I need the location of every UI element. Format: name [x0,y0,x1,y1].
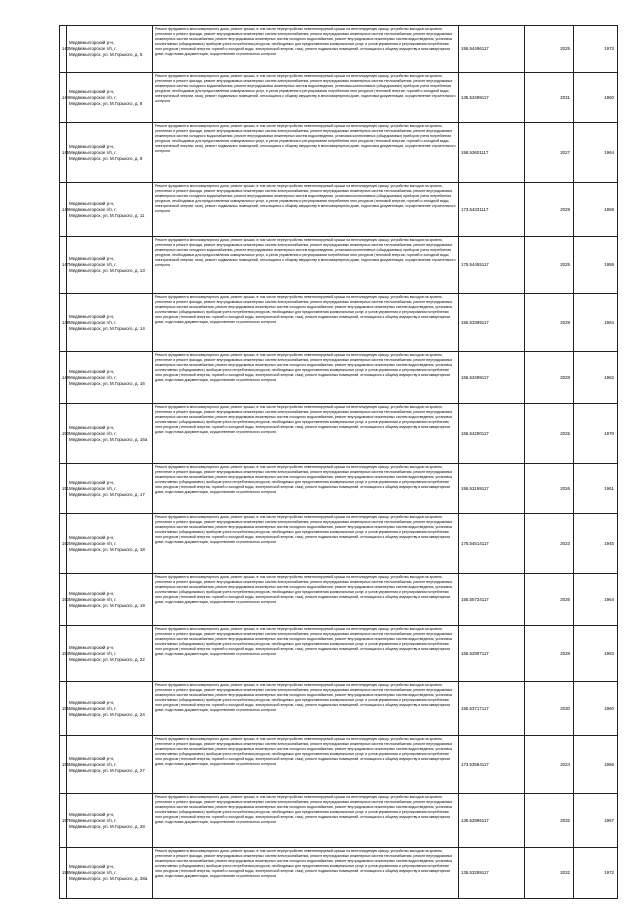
address-cell: Медвежьегорский р-н, Медвежьегорское г/п, г. Медвежьегорск, ул. М.Горького, д. 14 [67,294,153,352]
works-description-cell: Ремонт фундамента многоквартирного дома, ремонт крыши, в том числе переустройство невентилируемой крыши на вентилируемую крышу, устройство выходов на кровлю, утепление и ремонт фасада, ремонт внутридомовых инженерных систем электроснабжения, ремонт внутридомовых инженерных систем теплоснабжения, ремонт внутридомовых инженерных систем газоснабжения, ремонт внутридомовых инженерных систем холодного водоснабжения, ремонт внутридомовых инженерных систем водоотведения, установка коллективных (общедомовых) приборов учета потребления ресурсов, необходимых для предоставления коммунальных услуг, и узлов управления и регулирования потребления этих ресурсов (тепловой энергии, горячей и холодной воды, электрической энергии, газа), ремонт подвальных помещений, относящихся к общему имуществу в многоквартирном доме, подготовка документации, осуществление строительного контроля [153,294,459,352]
construction-year-cell: 1956 [574,736,618,794]
cost-cell: 155.52997117 [459,626,525,682]
works-description-cell: Ремонт фундамента многоквартирного дома, ремонт крыши, в том числе переустройство невентилируемой крыши на вентилируемую крышу, устройство выходов на кровлю, утепление и ремонт фасада, ремонт внутридомовых инженерных систем электроснабжения, ремонт внутридомовых инженерных систем теплоснабжения, ремонт внутридомовых инженерных систем холодного водоснабжения, ремонт внутридомовых инженерных систем водоотведения, установка коллективных (общедомовых) приборов учета потребления ресурсов, необходимых для предоставления коммунальных услуг, и узлов управления и регулирования потребления этих ресурсов (тепловой энергии, горячей и холодной воды, электрической энергии, газа), ремонт подвальных помещений, относящихся к общему имуществу в многоквартирном доме, подготовка документации, осуществление строительного контроля [153,183,459,237]
row-number-cell: 145 [60,123,67,183]
works-description-cell: Ремонт фундамента многоквартирного дома, ремонт крыши, в том числе переустройство невентилируемой крыши на вентилируемую крышу, устройство выходов на кровлю, утепление и ремонт фасада, ремонт внутридомовых инженерных систем электроснабжения, ремонт внутридомовых инженерных систем теплоснабжения, ремонт внутридомовых инженерных систем газоснабжения, ремонт внутридомовых инженерных систем холодного водоснабжения, ремонт внутридомовых инженерных систем водоотведения, установка коллективных (общедомовых) приборов учета потребления ресурсов, необходимых для предоставления коммунальных услуг, и узлов управления и регулирования потребления этих ресурсов (тепловой энергии, горячей и холодной воды, электрической энергии, газа), ремонт подвальных помещений, относящихся к общему имуществу в многоквартирном доме, подготовка документации, осуществление строительного контроля [153,794,459,848]
table-row [60,123,618,183]
repair-year-cell: 2025 [525,404,574,464]
works-description-cell: Ремонт фундамента многоквартирного дома, ремонт крыши, в том числе переустройство невентилируемой крыши на вентилируемую крышу, устройство выходов на кровлю, утепление и ремонт фасада, ремонт внутридомовых инженерных систем электроснабжения, ремонт внутридомовых инженерных систем теплоснабжения, ремонт внутридомовых инженерных систем газоснабжения, ремонт внутридомовых инженерных систем холодного водоснабжения, ремонт внутридомовых инженерных систем водоотведения, установка коллективных (общедомовых) приборов учета потребления ресурсов, необходимых для предоставления коммунальных услуг, и узлов управления и регулирования потребления этих ресурсов (тепловой энергии, горячей и холодной воды, электрической энергии, газа), ремонт подвальных помещений, относящихся к общему имуществу в многоквартирном доме, подготовка документации, осуществление строительного контроля [153,848,459,899]
cost-cell: 173.54331117 [459,183,525,237]
capital-repair-table [59,25,618,899]
repair-year-cell: 2030 [525,682,574,736]
construction-year-cell: 1964 [574,294,618,352]
works-description-cell: Ремонт фундамента многоквартирного дома, ремонт крыши, в том числе переустройство невентилируемой крыши на вентилируемую крышу, устройство выходов на кровлю, утепление и ремонт фасада, ремонт внутридомовых инженерных систем электроснабжения, ремонт внутридомовых инженерных систем теплоснабжения, ремонт внутридомовых инженерных систем газоснабжения, ремонт внутридомовых инженерных систем холодного водоснабжения, ремонт внутридомовых инженерных систем водоотведения, установка коллективных (общедомовых) приборов учета потребления ресурсов, необходимых для предоставления коммунальных услуг, и узлов управления и регулирования потребления этих ресурсов (тепловой энергии, горячей и холодной воды, электрической энергии, газа), ремонт подвальных помещений, относящихся к общему имуществу в многоквартирном доме, подготовка документации, осуществление строительного контроля [153,682,459,736]
construction-year-cell: 1964 [574,574,618,626]
row-number-cell: 158 [60,848,67,899]
construction-year-cell: 1970 [574,404,618,464]
table-row [60,848,618,899]
table-row [60,794,618,848]
table-row [60,26,618,73]
repair-year-cell: 2026 [525,464,574,514]
construction-year-cell: 1972 [574,848,618,899]
cost-cell: 158.53601117 [459,123,525,183]
construction-year-cell: 1945 [574,514,618,574]
repair-year-cell: 2026 [525,574,574,626]
row-number-cell: 151 [60,464,67,514]
repair-year-cell: 2023 [525,514,574,574]
cost-cell: 155.54496117 [459,26,525,73]
table-row [60,464,618,514]
works-description-cell: Ремонт фундамента многоквартирного дома, ремонт крыши, в том числе переустройство невентилируемой крыши на вентилируемую крышу, устройство выходов на кровлю, утепление и ремонт фасада, ремонт внутридомовых инженерных систем электроснабжения, ремонт внутридомовых инженерных систем теплоснабжения, ремонт внутридомовых инженерных систем газоснабжения, ремонт внутридомовых инженерных систем холодного водоснабжения, ремонт внутридомовых инженерных систем водоотведения, установка коллективных (общедомовых) приборов учета потребления ресурсов, необходимых для предоставления коммунальных услуг, и узлов управления и регулирования потребления этих ресурсов (тепловой энергии, горячей и холодной воды, электрической энергии, газа), ремонт подвальных помещений, относящихся к общему имуществу в многоквартирном доме, подготовка документации, осуществление строительного контроля [153,626,459,682]
construction-year-cell: 1960 [574,682,618,736]
construction-year-cell: 1960 [574,73,618,123]
address-cell: Медвежьегорский р-н, Медвежьегорское г/п, г. Медвежьегорск, ул. М.Горького, д. 18 [67,514,153,574]
repair-year-cell: 2024 [525,736,574,794]
works-description-cell: Ремонт фундамента многоквартирного дома, ремонт крыши, в том числе переустройство невентилируемой крыши на вентилируемую крышу, устройство выходов на кровлю, утепление и ремонт фасада, ремонт внутридомовых инженерных систем электроснабжения, ремонт внутридомовых инженерных систем теплоснабжения, ремонт внутридомовых инженерных систем газоснабжения, ремонт внутридомовых инженерных систем холодного водоснабжения, ремонт внутридомовых инженерных систем водоотведения, установка коллективных (общедомовых) приборов учета потребления ресурсов, необходимых для предоставления коммунальных услуг, и узлов управления и регулирования потребления этих ресурсов (тепловой энергии, горячей и холодной воды, электрической энергии, газа), ремонт подвальных помещений, относящихся к общему имуществу в многоквартирном доме, подготовка документации, осуществление строительного контроля [153,352,459,404]
works-description-cell: Ремонт фундамента многоквартирного дома, ремонт крыши, в том числе переустройство невентилируемой крыши на вентилируемую крышу, устройство выходов на кровлю, утепление и ремонт фасада, ремонт внутридомовых инженерных систем электроснабжения, ремонт внутридомовых инженерных систем теплоснабжения, ремонт внутридомовых инженерных систем холодного водоснабжения, ремонт внутридомовых инженерных систем водоотведения, установка коллективных (общедомовых) приборов учета потребления ресурсов, необходимых для предоставления коммунальных услуг, и узлов управления и регулирования потребления этих ресурсов (тепловой энергии, горячей и холодной воды, электрической энергии, газа), ремонт подвальных помещений, относящихся к общему имуществу в многоквартирном доме, подготовка документации, осуществление строительного контроля [153,123,459,183]
cost-cell: 175.54514117 [459,514,525,574]
cost-cell: 155.53717117 [459,682,525,736]
table-row [60,183,618,237]
address-cell: Медвежьегорский р-н, Медвежьегорское г/п, г. Медвежьегорск, ул. М.Горького, д. 28а [67,848,153,899]
address-cell: Медвежьегорский р-н, Медвежьегорское г/п, г. Медвежьегорск, ул. М.Горького, д. 17 [67,464,153,514]
cost-cell: 135.52995117 [459,794,525,848]
repair-year-cell: 2027 [525,123,574,183]
cost-cell: 135.53289117 [459,848,525,899]
table-row [60,294,618,352]
repair-year-cell: 2032 [525,794,574,848]
works-description-cell: Ремонт фундамента многоквартирного дома, ремонт крыши, в том числе переустройство невентилируемой крыши на вентилируемую крышу, устройство выходов на кровлю, утепление и ремонт фасада, ремонт внутридомовых инженерных систем электроснабжения, ремонт внутридомовых инженерных систем теплоснабжения, ремонт внутридомовых инженерных систем газоснабжения, ремонт внутридомовых инженерных систем холодного водоснабжения, ремонт внутридомовых инженерных систем водоотведения, установка коллективных (общедомовых) приборов учета потребления ресурсов, необходимых для предоставления коммунальных услуг, и узлов управления и регулирования потребления этих ресурсов (тепловой энергии, горячей и холодной воды, электрической энергии, газа), ремонт подвальных помещений, относящихся к общему имуществу в многоквартирном доме, подготовка документации, осуществление строительного контроля [153,404,459,464]
address-cell: Медвежьегорский р-н, Медвежьегорское г/п, г. Медвежьегорск, ул. М.Горького, д. 16 [67,352,153,404]
construction-year-cell: 1958 [574,237,618,294]
table-row [60,514,618,574]
table-row [60,682,618,736]
row-number-cell: 157 [60,794,67,848]
cost-cell: 155.53499117 [459,352,525,404]
address-cell: Медвежьегорский р-н, Медвежьегорское г/п, г. Медвежьегорск, ул. М.Горького, д. 19 [67,574,153,626]
repair-year-cell: 2025 [525,237,574,294]
table-row [60,574,618,626]
row-number-cell: 146 [60,183,67,237]
address-cell: Медвежьегорский р-н, Медвежьегорское г/п, г. Медвежьегорск, ул. М.Горького, д. 13 [67,237,153,294]
cost-cell: 135.53499117 [459,73,525,123]
row-number-cell: 149 [60,352,67,404]
cost-cell: 155.55734117 [459,574,525,626]
works-description-cell: Ремонт фундамента многоквартирного дома, ремонт крыши, в том числе переустройство невентилируемой крыши на вентилируемую крышу, устройство выходов на кровлю, утепление и ремонт фасада, ремонт внутридомовых инженерных систем электроснабжения, ремонт внутридомовых инженерных систем теплоснабжения, ремонт внутридомовых инженерных систем холодного водоснабжения, ремонт внутридомовых инженерных систем водоотведения, установка коллективных (общедомовых) приборов учета потребления ресурсов, необходимых для предоставления коммунальных услуг, и узлов управления и регулирования потребления этих ресурсов (тепловой энергии, горячей и холодной воды, электрической энергии, газа), ремонт подвальных помещений, относящихся к общему имуществу в многоквартирном доме, подготовка документации, осуществление строительного контроля [153,73,459,123]
table-row [60,736,618,794]
repair-year-cell: 2031 [525,73,574,123]
row-number-cell: 148 [60,294,67,352]
repair-year-cell: 2029 [525,183,574,237]
cost-cell: 155.53399117 [459,294,525,352]
address-cell: Медвежьегорский р-н, Медвежьегорское г/п, г. Медвежьегорск, ул. М.Горького, д. 5 [67,26,153,73]
address-cell: Медвежьегорский р-н, Медвежьегорское г/п, г. Медвежьегорск, ул. М.Горького, д. 28 [67,794,153,848]
row-number-cell: 155 [60,682,67,736]
address-cell: Медвежьегорский р-н, Медвежьегорское г/п, г. Медвежьегорск, ул. М.Горького, д. 9 [67,123,153,183]
repair-year-cell: 2025 [525,26,574,73]
row-number-cell: 150 [60,404,67,464]
address-cell: Медвежьегорский р-н, Медвежьегорское г/п, г. Медвежьегорск, ул. М.Горького, д. 16а [67,404,153,464]
repair-year-cell: 2028 [525,352,574,404]
construction-year-cell: 1973 [574,26,618,73]
works-description-cell: Ремонт фундамента многоквартирного дома, ремонт крыши, в том числе переустройство невентилируемой крыши на вентилируемую крышу, устройство выходов на кровлю, утепление и ремонт фасада, ремонт внутридомовых инженерных систем электроснабжения, ремонт внутридомовых инженерных систем теплоснабжения, ремонт внутридомовых инженерных систем газоснабжения, ремонт внутридомовых инженерных систем холодного водоснабжения, ремонт внутридомовых инженерных систем водоотведения, установка коллективных (общедомовых) приборов учета потребления ресурсов, необходимых для предоставления коммунальных услуг, и узлов управления и регулирования потребления этих ресурсов (тепловой энергии, горячей и холодной воды, электрической энергии, газа), ремонт подвальных помещений, относящихся к общему имуществу в многоквартирном доме, подготовка документации, осуществление строительного контроля [153,514,459,574]
repair-year-cell: 2029 [525,294,574,352]
works-description-cell: Ремонт фундамента многоквартирного дома, ремонт крыши, в том числе переустройство невентилируемой крыши на вентилируемую крышу, устройство выходов на кровлю, утепление и ремонт фасада, ремонт внутридомовых инженерных систем электроснабжения, ремонт внутридомовых инженерных систем теплоснабжения, ремонт внутридомовых инженерных систем газоснабжения, ремонт внутридомовых инженерных систем холодного водоснабжения, ремонт внутридомовых инженерных систем водоотведения, установка коллективных (общедомовых) приборов учета потребления ресурсов, необходимых для предоставления коммунальных услуг, и узлов управления и регулирования потребления этих ресурсов (тепловой энергии, горячей и холодной воды, электрической энергии, газа), ремонт подвальных помещений, относящихся к общему имуществу в многоквартирном доме, подготовка документации, осуществление строительного контроля [153,574,459,626]
works-description-cell: Ремонт фундамента многоквартирного дома, ремонт крыши, в том числе переустройство невентилируемой крыши на вентилируемую крышу, устройство выходов на кровлю, утепление и ремонт фасада, ремонт внутридомовых инженерных систем электроснабжения, ремонт внутридомовых инженерных систем теплоснабжения, ремонт внутридомовых инженерных систем холодного водоснабжения, ремонт внутридомовых инженерных систем водоотведения, установка коллективных (общедомовых) приборов учета потребления ресурсов, необходимых для предоставления коммунальных услуг, и узлов управления и регулирования потребления этих ресурсов (тепловой энергии, горячей и холодной воды, электрической энергии, газа), ремонт подвальных помещений, относящихся к общему имуществу в многоквартирном доме, подготовка документации, осуществление строительного контроля [153,237,459,294]
row-number-cell: 152 [60,514,67,574]
construction-year-cell: 1961 [574,464,618,514]
repair-year-cell: 2028 [525,626,574,682]
row-number-cell: 147 [60,237,67,294]
construction-year-cell: 1959 [574,183,618,237]
construction-year-cell: 1967 [574,794,618,848]
row-number-cell: 156 [60,736,67,794]
construction-year-cell: 1962 [574,352,618,404]
cost-cell: 155.53199117 [459,464,525,514]
row-number-cell: 154 [60,626,67,682]
address-cell: Медвежьегорский р-н, Медвежьегорское г/п, г. Медвежьегорск, ул. М.Горького, д. 24 [67,682,153,736]
construction-year-cell: 1964 [574,123,618,183]
table-row [60,352,618,404]
table-row [60,237,618,294]
repair-year-cell: 2032 [525,848,574,899]
address-cell: Медвежьегорский р-н, Медвежьегорское г/п, г. Медвежьегорск, ул. М.Горького, д. 8 [67,73,153,123]
table-body [60,26,618,899]
works-description-cell: Ремонт фундамента многоквартирного дома, ремонт крыши, в том числе переустройство невентилируемой крыши на вентилируемую крышу, устройство выходов на кровлю, утепление и ремонт фасада, ремонт внутридомовых инженерных систем электроснабжения, ремонт внутридомовых инженерных систем теплоснабжения, ремонт внутридомовых инженерных систем газоснабжения, ремонт внутридомовых инженерных систем холодного водоснабжения, ремонт внутридомовых инженерных систем водоотведения, установка коллективных (общедомовых) приборов учета потребления ресурсов, необходимых для предоставления коммунальных услуг, и узлов управления и регулирования потребления этих ресурсов (тепловой энергии, горячей и холодной воды, электрической энергии, газа), ремонт подвальных помещений, относящихся к общему имуществу в многоквартирном доме, подготовка документации, осуществление строительного контроля [153,26,459,73]
cost-cell: 175.54455117 [459,237,525,294]
row-number-cell: 143 [60,26,67,73]
cost-cell: 173.53584117 [459,736,525,794]
works-description-cell: Ремонт фундамента многоквартирного дома, ремонт крыши, в том числе переустройство невентилируемой крыши на вентилируемую крышу, устройство выходов на кровлю, утепление и ремонт фасада, ремонт внутридомовых инженерных систем электроснабжения, ремонт внутридомовых инженерных систем теплоснабжения, ремонт внутридомовых инженерных систем газоснабжения, ремонт внутридомовых инженерных систем холодного водоснабжения, ремонт внутридомовых инженерных систем водоотведения, установка коллективных (общедомовых) приборов учета потребления ресурсов, необходимых для предоставления коммунальных услуг, и узлов управления и регулирования потребления этих ресурсов (тепловой энергии, горячей и холодной воды, электрической энергии, газа), ремонт подвальных помещений, относящихся к общему имуществу в многоквартирном доме, подготовка документации, осуществление строительного контроля [153,736,459,794]
address-cell: Медвежьегорский р-н, Медвежьегорское г/п, г. Медвежьегорск, ул. М.Горького, д. 22 [67,626,153,682]
address-cell: Медвежьегорский р-н, Медвежьегорское г/п, г. Медвежьегорск, ул. М.Горького, д. 27 [67,736,153,794]
construction-year-cell: 1963 [574,626,618,682]
table-row [60,626,618,682]
works-description-cell: Ремонт фундамента многоквартирного дома, ремонт крыши, в том числе переустройство невентилируемой крыши на вентилируемую крышу, устройство выходов на кровлю, утепление и ремонт фасада, ремонт внутридомовых инженерных систем электроснабжения, ремонт внутридомовых инженерных систем теплоснабжения, ремонт внутридомовых инженерных систем газоснабжения, ремонт внутридомовых инженерных систем холодного водоснабжения, ремонт внутридомовых инженерных систем водоотведения, установка коллективных (общедомовых) приборов учета потребления ресурсов, необходимых для предоставления коммунальных услуг, и узлов управления и регулирования потребления этих ресурсов (тепловой энергии, горячей и холодной воды, электрической энергии, газа), ремонт подвальных помещений, относящихся к общему имуществу в многоквартирном доме, подготовка документации, осуществление строительного контроля [153,464,459,514]
table-row [60,73,618,123]
address-cell: Медвежьегорский р-н, Медвежьегорское г/п, г. Медвежьегорск, ул. М.Горького, д. 11 [67,183,153,237]
cost-cell: 155.54290117 [459,404,525,464]
row-number-cell: 144 [60,73,67,123]
row-number-cell: 153 [60,574,67,626]
table-row [60,404,618,464]
